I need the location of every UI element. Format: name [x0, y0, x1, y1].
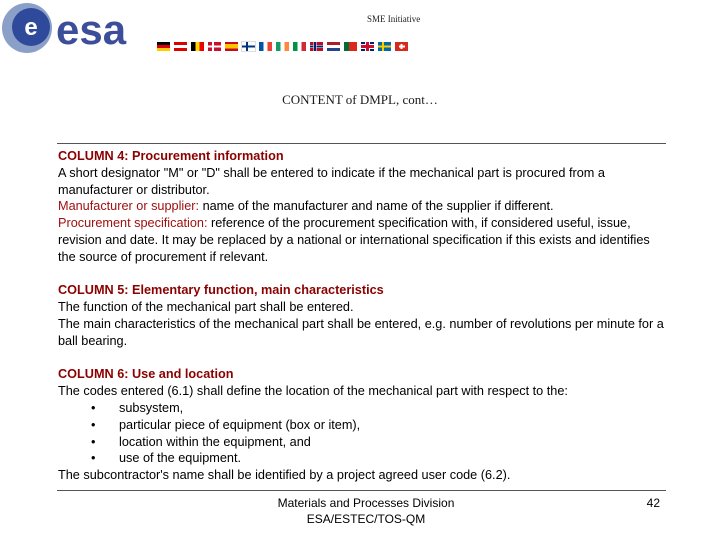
column-4-heading: COLUMN 4: Procurement information: [58, 149, 284, 163]
top-divider: [57, 143, 666, 144]
list-item: • location within the equipment, and: [58, 434, 670, 451]
belgium-flag: [191, 42, 204, 51]
manufacturer-text: name of the manufacturer and name of the supplier if different.: [199, 199, 554, 214]
france-flag: [259, 42, 272, 51]
uk-flag: [361, 42, 374, 51]
footer-department: ESA/ESTEC/TOS-QM: [306, 512, 426, 526]
initiative-label: SME Initiative: [367, 14, 421, 24]
switzerland-flag: [395, 42, 408, 51]
netherlands-flag: [327, 42, 340, 51]
germany-flag: [157, 42, 170, 51]
footer: [250, 495, 482, 527]
list-item: • use of the equipment.: [58, 450, 670, 467]
page-number: 42: [646, 496, 660, 510]
logo-text: esa: [56, 6, 127, 53]
slide-body: [58, 148, 670, 484]
austria-flag: [174, 42, 187, 51]
column-5-heading: COLUMN 5: Elementary function, main characteristics: [58, 283, 384, 298]
column-6-text-1: The codes entered (6.1) shall define the location of the mechanical part with respect to the:: [58, 384, 568, 399]
column-5-text-1: The function of the mechanical part shall be entered.: [58, 300, 354, 315]
column-6-text-2: The subcontractor's name shall be identified by a project agreed user code (6.2).: [58, 468, 511, 483]
bottom-divider: [57, 490, 666, 491]
flag-strip: [157, 42, 408, 53]
denmark-flag: [208, 42, 221, 51]
finland-flag: [242, 42, 255, 51]
manufacturer-label: Manufacturer or supplier:: [58, 199, 200, 214]
norway-flag: [310, 42, 323, 51]
slide-title: CONTENT of DMPL, cont…: [282, 92, 438, 107]
procurement-spec-text: reference of the procurement specification with, if considered useful, issue, revision and date. It may be replaced by a national or international specification if this exists and identifies the source of procurement if relevant.: [58, 216, 650, 264]
footer-division: Materials and Processes Division: [277, 496, 455, 510]
location-bullet-list: [58, 400, 670, 467]
svg-text:e: e: [24, 14, 38, 41]
manufacturer-paragraph: [58, 198, 670, 215]
procurement-spec-label: Procurement specification:: [58, 216, 208, 231]
esa-logo: [0, 0, 160, 58]
column-5-text-2: The main characteristics of the mechanical part shall be entered, e.g. number of revolutions per minute for a ball bearing.: [58, 316, 664, 348]
column-4-text: A short designator "M" or "D" shall be entered to indicate if the mechanical part is procured from a manufacturer or distributor.: [58, 165, 605, 197]
portugal-flag: [344, 42, 357, 51]
italy-flag: [293, 42, 306, 51]
spain-flag: [225, 42, 238, 51]
procurement-spec-paragraph: [58, 215, 670, 265]
list-item: • subsystem,: [58, 400, 670, 417]
sweden-flag: [378, 42, 391, 51]
column-6-heading: COLUMN 6: Use and location: [58, 367, 234, 382]
list-item: • particular piece of equipment (box or item),: [58, 417, 670, 434]
ireland-flag: [276, 42, 289, 51]
